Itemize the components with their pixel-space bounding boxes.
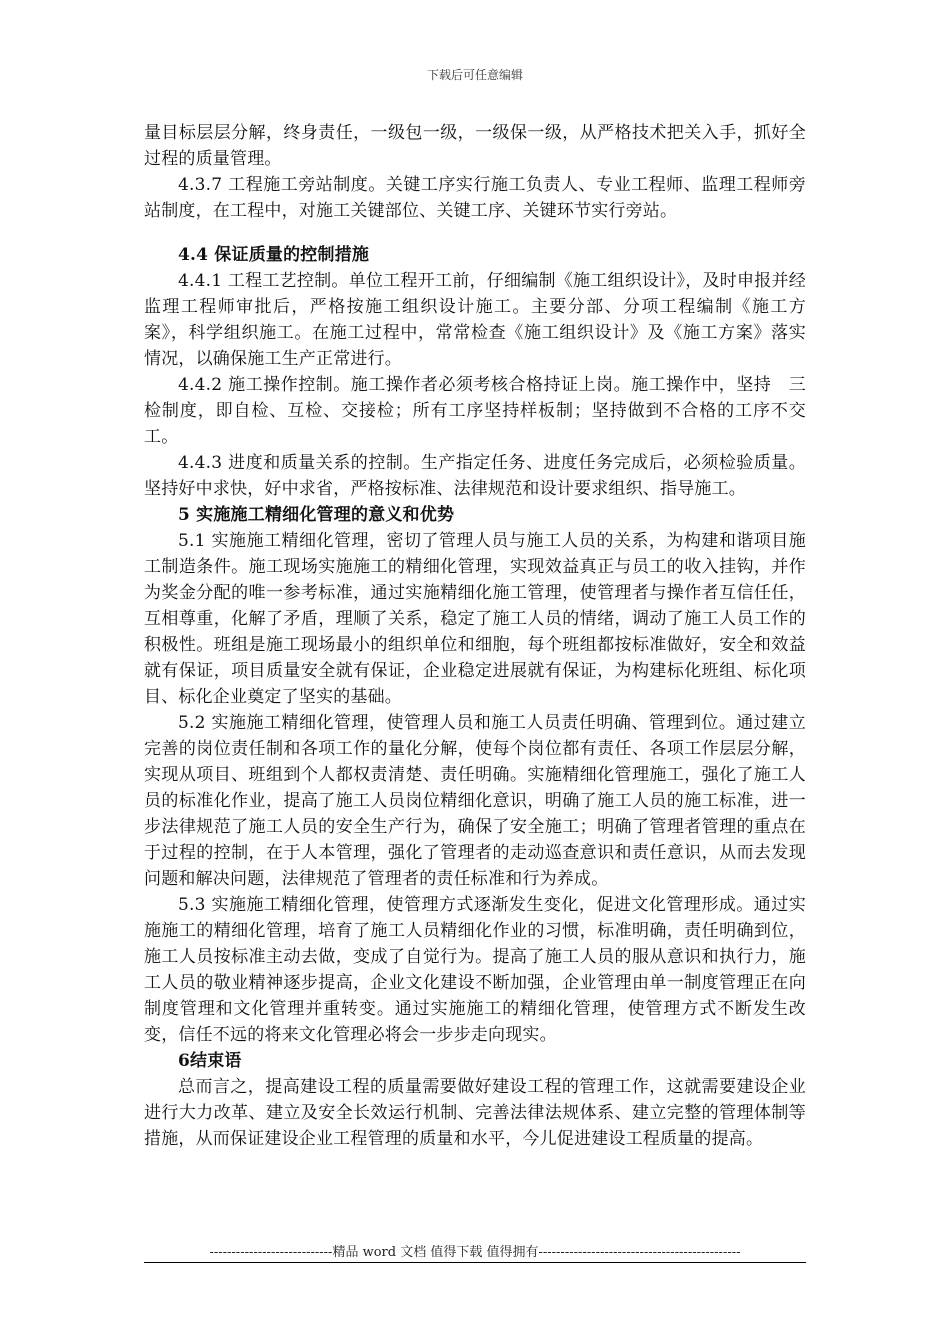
- paragraph-4-4-1: 4.4.1 工程工艺控制。单位工程开工前，仔细编制《施工组织设计》，及时申报并经监理工程师审批后，严格按施工组织设计施工。主要分部、分项工程编制《施工方案》，科学组织施工。在施工过程中，常常检查《施工组织设计》及《施工方案》落实情况，以确保施工生产正常进行。: [144, 271, 806, 369]
- page-header: 下载后可任意编辑: [426, 68, 523, 82]
- section-heading-4-4: 4.4 保证质量的控制措施: [178, 245, 370, 265]
- section-heading-6: 6结束语: [178, 1051, 242, 1071]
- document-body: [144, 120, 806, 1152]
- paragraph-4-4-2: 4.4.2 施工操作控制。施工操作者必须考核合格持证上岗。施工操作中，坚持 三检制度，即自检、互检、交接检；所有工序坚持样板制；坚持做到不合格的工序不交工。: [144, 375, 806, 447]
- paragraph-4-4-3: 4.4.3 进度和质量关系的控制。生产指定任务、进度任务完成后，必须检验质量。坚持好中求快，好中求省，严格按标准、法律规范和设计要求组织、指导施工。: [144, 453, 806, 499]
- paragraph-conclusion: 总而言之，提高建设工程的质量需要做好建设工程的管理工作，这就需要建设企业进行大力改革、建立及安全长效运行机制、完善法律法规体系、建立完整的管理体制等措施，从而保证建设企业工程管理的质量和水平，今儿促进建设工程质量的提高。: [144, 1077, 806, 1149]
- page-footer: ----------------------------精品 word 文档 值得下载 值得拥有----------------------------------------------: [209, 1245, 741, 1260]
- paragraph-5-1: 5.1 实施施工精细化管理，密切了管理人员与施工人员的关系，为构建和谐项目施工制造条件。施工现场实施施工的精细化管理，实现效益真正与员工的收入挂钩，并作为奖金分配的唯一参考标准，通过实施精细化施工管理，使管理者与操作者互信任任，互相尊重，化解了矛盾，理顺了关系，稳定了施工人员的情绪，调动了施工人员工作的积极性。班组是施工现场最小的组织单位和细胞，每个班组都按标准做好，安全和效益就有保证，项目质量安全就有保证，企业稳定进展就有保证，为构建标化班组、标化项目、标化企业奠定了坚实的基础。: [144, 531, 806, 707]
- paragraph-4-3-7: 4.3.7 工程施工旁站制度。关键工序实行施工负责人、专业工程师、监理工程师旁站制度，在工程中，对施工关键部位、关键工序、关键环节实行旁站。: [144, 175, 806, 221]
- section-heading-5: 5 实施施工精细化管理的意义和优势: [178, 505, 455, 525]
- paragraph-5-2: 5.2 实施施工精细化管理，使管理人员和施工人员责任明确、管理到位。通过建立完善的岗位责任制和各项工作的量化分解，使每个岗位都有责任、各项工作层层分解，实现从项目、班组到个人都权责清楚、责任明确。实施精细化管理施工，强化了施工人员的标准化作业，提高了施工人员岗位精细化意识，明确了施工人员的施工标准，进一步法律规范了施工人员的安全生产行为，确保了安全施工；明确了管理者管理的重点在于过程的控制，在于人本管理，强化了管理者的走动巡查意识和责任意识，从而去发现问题和解决问题，法律规范了管理者的责任标准和行为养成。: [144, 713, 806, 889]
- paragraph-5-3: 5.3 实施施工精细化管理，使管理方式逐渐发生变化，促进文化管理形成。通过实施施工的精细化管理，培育了施工人员精细化作业的习惯，标准明确，责任明确到位，施工人员按标准主动去做，变成了自觉行为。提高了施工人员的服从意识和执行力，施工人员的敬业精神逐步提高，企业文化建设不断加强，企业管理由单一制度管理正在向制度管理和文化管理并重转变。通过实施施工的精细化管理，使管理方式不断发生改变，信任不远的将来文化管理必将会一步步走向现实。: [144, 895, 806, 1045]
- footer-divider: [144, 1262, 806, 1263]
- paragraph-quality-responsibility: 量目标层层分解，终身责任，一级包一级，一级保一级，从严格技术把关入手，抓好全过程的质量管理。: [144, 123, 806, 169]
